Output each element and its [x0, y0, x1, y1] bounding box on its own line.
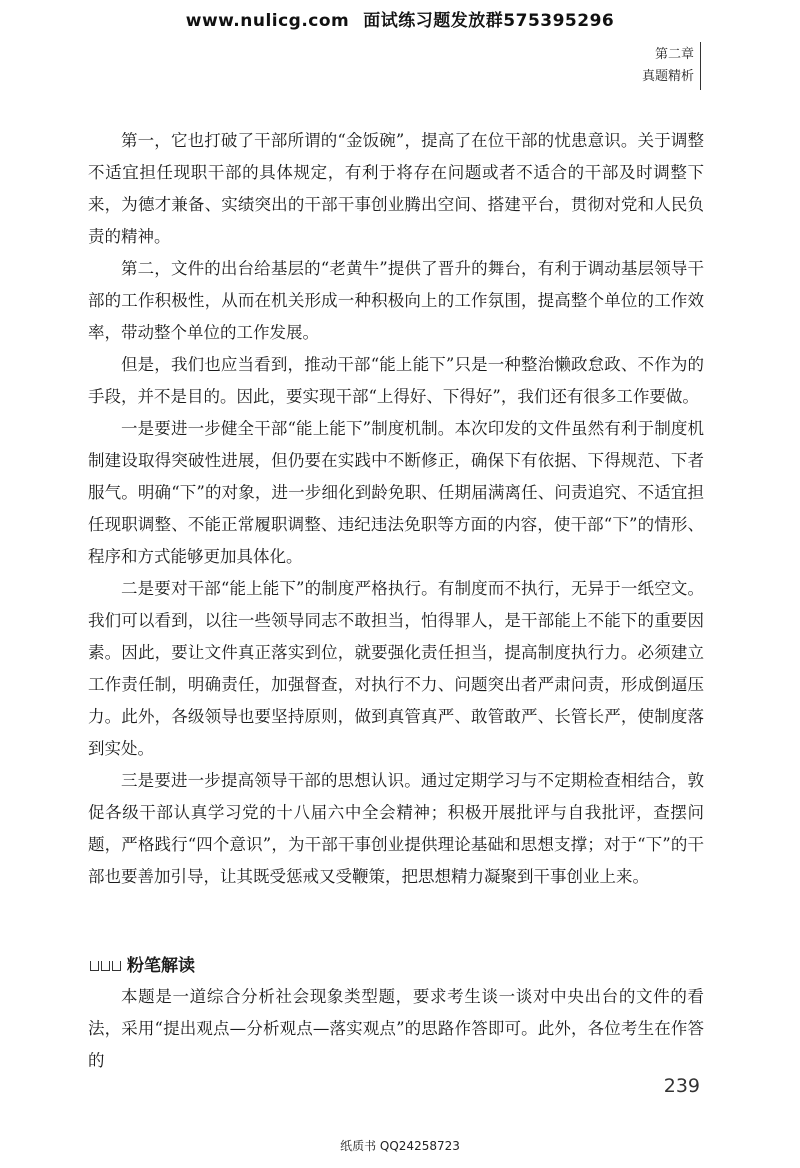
chapter-title: 第二章 [654, 47, 694, 62]
chalk-icon [90, 957, 121, 971]
reading-title: 粉笔解读 [127, 956, 195, 976]
top-banner [0, 6, 800, 31]
page-number: 239 [663, 1075, 700, 1097]
reading-section-heading [90, 951, 195, 976]
paragraph: 一是要进一步健全干部“能上能下”制度机制。本次印发的文件虽然有利于制度机制建设取得突破性进展，但仍要在实践中不断修正，确保下有依据、下得规范、下者服气。明确“下”的对象，进一步细化到龄免职、任期届满离任、问责追究、不适宜担任现职调整、不能正常履职调整、违纪违法免职等方面的内容，使干部“下”的情形、程序和方式能够更加具体化。 [88, 419, 704, 566]
chapter-header [642, 44, 694, 88]
banner-group: 面试练习题发放群575395296 [363, 11, 615, 31]
paragraph: 但是，我们也应当看到，推动干部“能上能下”只是一种整治懒政怠政、不作为的手段，并不是目的。因此，要实现干部“上得好、下得好”，我们还有很多工作要做。 [88, 355, 704, 406]
footer: 纸质书 QQ24258723 [340, 1139, 460, 1153]
paragraph: 三是要进一步提高领导干部的思想认识。通过定期学习与不定期检查相结合，敦促各级干部认真学习党的十八届六中全会精神；积极开展批评与自我批评，查摆问题，严格践行“四个意识”，为干部干事创业提供理论基础和思想支撑；对于“下”的干部也要善加引导，让其既受惩戒又受鞭策，把思想精力凝聚到干事创业上来。 [88, 771, 704, 886]
paragraph: 第一，它也打破了干部所谓的“金饭碗”，提高了在位干部的忧患意识。关于调整不适宜担任现职干部的具体规定，有利于将存在问题或者不适合的干部及时调整下来，为德才兼备、实绩突出的干部干事创业腾出空间、搭建平台，贯彻对党和人民负责的精神。 [88, 131, 704, 246]
body-text [88, 125, 704, 893]
paragraph: 二是要对干部“能上能下”的制度严格执行。有制度而不执行，无异于一纸空文。我们可以看到，以往一些领导同志不敢担当，怕得罪人，是干部能上不能下的重要因素。因此，要让文件真正落实到位，就要强化责任担当，提高制度执行力。必须建立工作责任制，明确责任，加强督查，对执行不力、问题突出者严肃问责，形成倒逼压力。此外，各级领导也要坚持原则，做到真管真严、敢管敢严、长管长严，使制度落到实处。 [88, 579, 704, 758]
banner-url: www.nulicg.com [185, 11, 350, 31]
reading-text [88, 981, 704, 1077]
chapter-divider [700, 42, 701, 90]
paragraph: 第二，文件的出台给基层的“老黄牛”提供了晋升的舞台，有利于调动基层领导干部的工作积极性，从而在机关形成一种积极向上的工作氛围，提高整个单位的工作效率，带动整个单位的工作发展。 [88, 259, 704, 342]
section-title: 真题精析 [641, 69, 694, 84]
paragraph: 本题是一道综合分析社会现象类型题，要求考生谈一谈对中央出台的文件的看法，采用“提出观点—分析观点—落实观点”的思路作答即可。此外，各位考生在作答的 [88, 987, 704, 1070]
